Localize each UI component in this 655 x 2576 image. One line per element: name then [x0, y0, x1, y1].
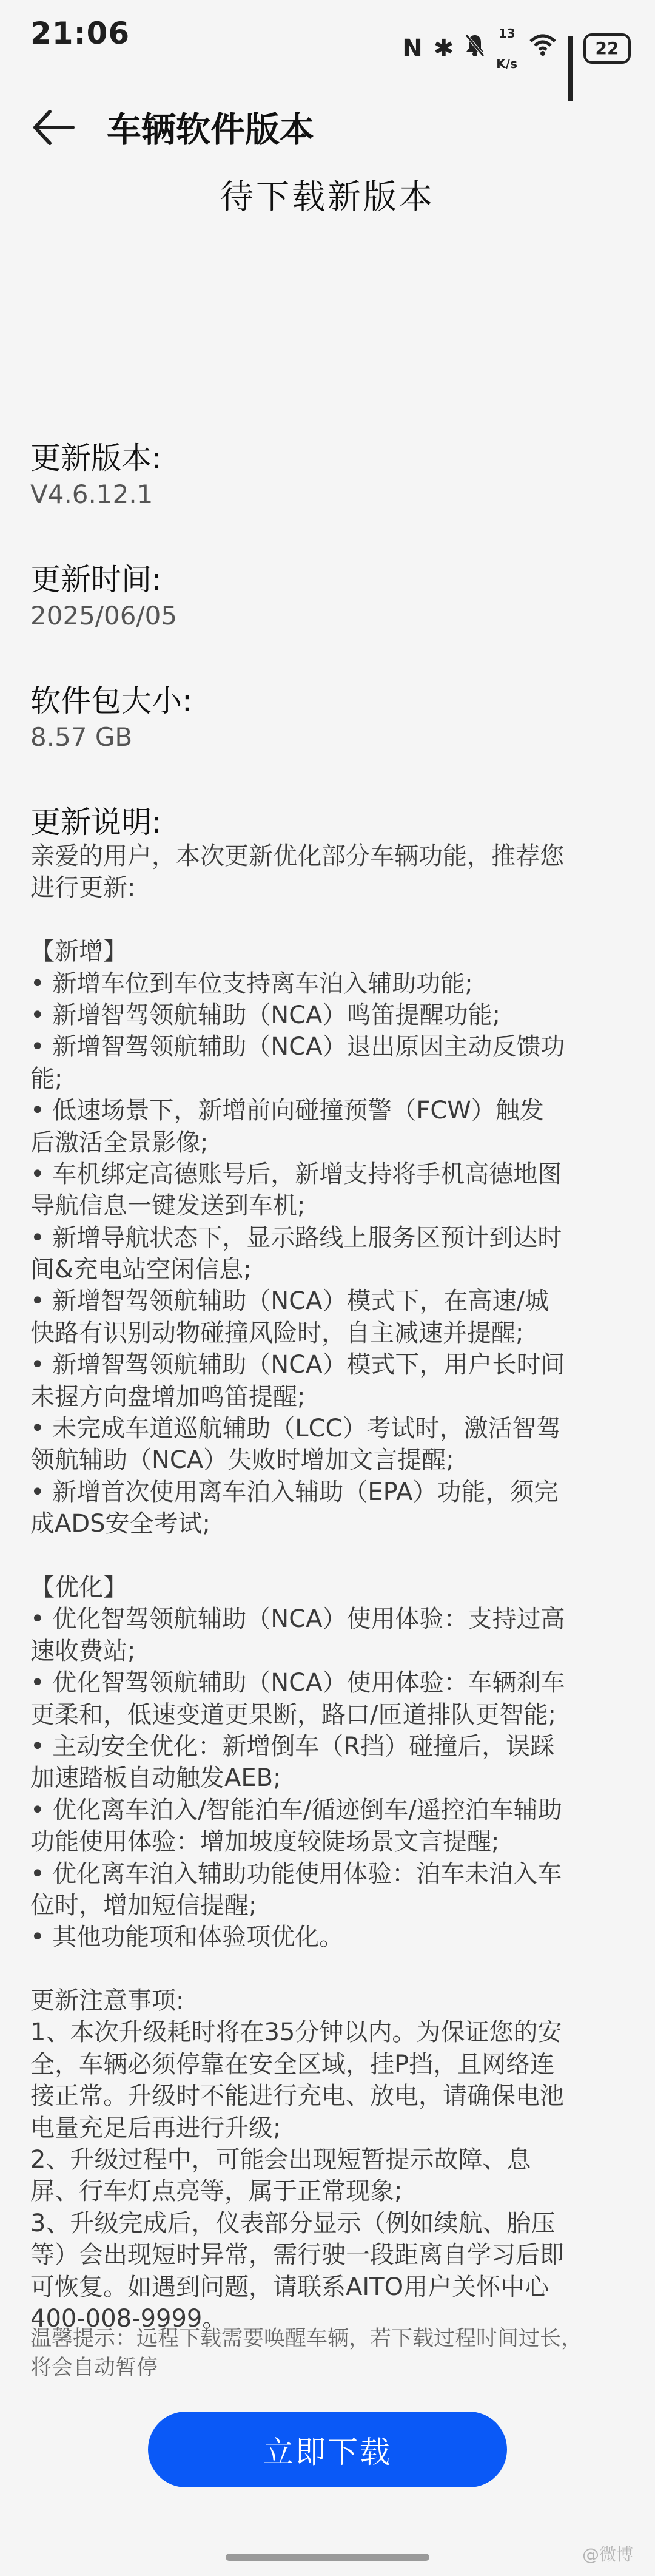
release-notes-line: • 新增智驾领航辅助（NCA）模式下，用户长时间 [30, 1351, 565, 1379]
update-time-label: 更新时间: [30, 562, 162, 597]
mute-icon [465, 33, 485, 64]
net-speed [496, 18, 517, 79]
arrow-left-icon [29, 103, 78, 152]
release-notes-line: 位时，增加短信提醒; [30, 1891, 257, 1919]
download-now-button[interactable]: 立即下载 [148, 2412, 507, 2487]
release-notes-line [30, 904, 628, 936]
update-status-text: 待下载新版本 [220, 177, 435, 216]
release-notes [30, 840, 628, 2334]
nfc-icon: N [402, 35, 423, 63]
net-speed-value: 13 [498, 26, 516, 41]
release-notes-line: 接正常。升级时不能进行充电、放电，请确保电池 [30, 2082, 564, 2111]
release-notes-line: 3、升级完成后，仪表部分显示（例如续航、胎压 [30, 2209, 556, 2237]
release-notes-line: 等）会出现短时异常，需行驶一段距离自学习后即 [30, 2241, 564, 2270]
package-size-label: 软件包大小: [30, 683, 192, 718]
signal-icon [568, 36, 573, 61]
release-notes-line: 可恢复。如遇到问题，请联系AITO用户关怀中心 [30, 2273, 549, 2301]
release-notes-line: 1、本次升级耗时将在35分钟以内。为保证您的安 [30, 2018, 562, 2047]
release-notes-line: 成ADS安全考试; [30, 1510, 211, 1538]
back-button[interactable] [29, 103, 78, 152]
download-tip-line: 温馨提示：远程下载需要唤醒车辆，若下载过程时间过长， [30, 2327, 583, 2351]
release-notes-line: • 优化离车泊入辅助功能使用体验：泊车未泊入车 [30, 1859, 562, 1888]
net-speed-unit: K/s [496, 56, 517, 71]
release-notes-line: • 新增智驾领航辅助（NCA）模式下，在高速/城 [30, 1287, 549, 1316]
release-notes-line: 加速踏板自动触发AEB; [30, 1764, 281, 1793]
release-notes-line: 导航信息一键发送到车机; [30, 1192, 306, 1220]
status-bar [0, 0, 655, 73]
release-notes-line: • 新增智驾领航辅助（NCA）鸣笛提醒功能; [30, 1001, 500, 1029]
release-notes-line: 更柔和，低速变道更果断，路口/匝道排队更智能; [30, 1700, 556, 1729]
release-notes-line: • 其他功能项和体验项优化。 [30, 1923, 344, 1952]
release-notes-line [30, 1953, 628, 1985]
update-time-value: 2025/06/05 [30, 601, 178, 630]
home-indicator[interactable] [226, 2554, 429, 2561]
release-notes-line: 【新增】 [30, 938, 127, 966]
release-notes-label: 更新说明: [30, 805, 162, 840]
status-time: 21:06 [30, 16, 130, 51]
release-notes-line: • 新增导航状态下，显示路线上服务区预计到达时 [30, 1223, 562, 1252]
release-notes-line: 更新注意事项: [30, 1987, 184, 2015]
release-notes-line: • 优化离车泊入/智能泊车/循迹倒车/遥控泊车辅助 [30, 1796, 562, 1824]
download-tip [30, 2324, 628, 2382]
version-value: V4.6.12.1 [30, 479, 153, 509]
release-notes-line: 间&充电站空闲信息; [30, 1256, 252, 1284]
release-notes-line: 全，车辆必须停靠在安全区域，挂P挡，且网络连 [30, 2050, 555, 2078]
release-notes-line: • 主动安全优化：新增倒车（R挡）碰撞后，误踩 [30, 1732, 555, 1760]
release-notes-line: • 新增车位到车位支持离车泊入辅助功能; [30, 969, 473, 998]
release-notes-line: 亲爱的用户，本次更新优化部分车辆功能，推荐您 [30, 842, 564, 870]
status-icons [402, 18, 631, 79]
release-notes-line: • 优化智驾领航辅助（NCA）使用体验：车辆刹车 [30, 1669, 565, 1697]
release-notes-line: • 新增首次使用离车泊入辅助（EPA）功能，须完 [30, 1478, 559, 1506]
download-tip-line: 将会自动暂停 [30, 2356, 158, 2380]
package-size-value: 8.57 GB [30, 722, 133, 752]
release-notes-line: 领航辅助（NCA）失败时增加文言提醒; [30, 1446, 454, 1475]
release-notes-line: 屏、行车灯点亮等，属于正常现象; [30, 2177, 403, 2206]
watermark: @微博 [582, 2544, 633, 2564]
bluetooth-icon: ✱ [433, 35, 454, 63]
release-notes-line: • 优化智驾领航辅助（NCA）使用体验：支持过高 [30, 1605, 565, 1634]
release-notes-line: • 车机绑定高德账号后，新增支持将手机高德地图 [30, 1160, 562, 1188]
battery-indicator: 22 [583, 33, 631, 64]
release-notes-line: 400-008-9999。 [30, 2304, 227, 2333]
release-notes-line: 功能使用体验：增加坡度较陡场景文言提醒; [30, 1828, 500, 1856]
release-notes-line [30, 1540, 628, 1572]
page-title: 车辆软件版本 [107, 110, 314, 150]
release-notes-line: 2、升级过程中，可能会出现短暂提示故障、息 [30, 2146, 531, 2174]
release-notes-line: 电量充足后再进行升级; [30, 2114, 281, 2142]
release-notes-line: • 新增智驾领航辅助（NCA）退出原因主动反馈功 [30, 1033, 565, 1061]
release-notes-line: 【优化】 [30, 1573, 127, 1601]
version-label: 更新版本: [30, 441, 162, 476]
release-notes-line: • 低速场景下，新增前向碰撞预警（FCW）触发 [30, 1097, 544, 1125]
release-notes-line: • 未完成车道巡航辅助（LCC）考试时，激活智驾 [30, 1415, 561, 1443]
wifi-icon [528, 33, 557, 64]
release-notes-line: 能; [30, 1064, 63, 1093]
release-notes-line: 后激活全景影像; [30, 1128, 209, 1157]
release-notes-line: 未握方向盘增加鸣笛提醒; [30, 1382, 306, 1411]
release-notes-line: 快路有识别动物碰撞风险时，自主减速并提醒; [30, 1319, 524, 1347]
release-notes-line: 进行更新: [30, 874, 136, 902]
release-notes-line: 速收费站; [30, 1637, 136, 1665]
